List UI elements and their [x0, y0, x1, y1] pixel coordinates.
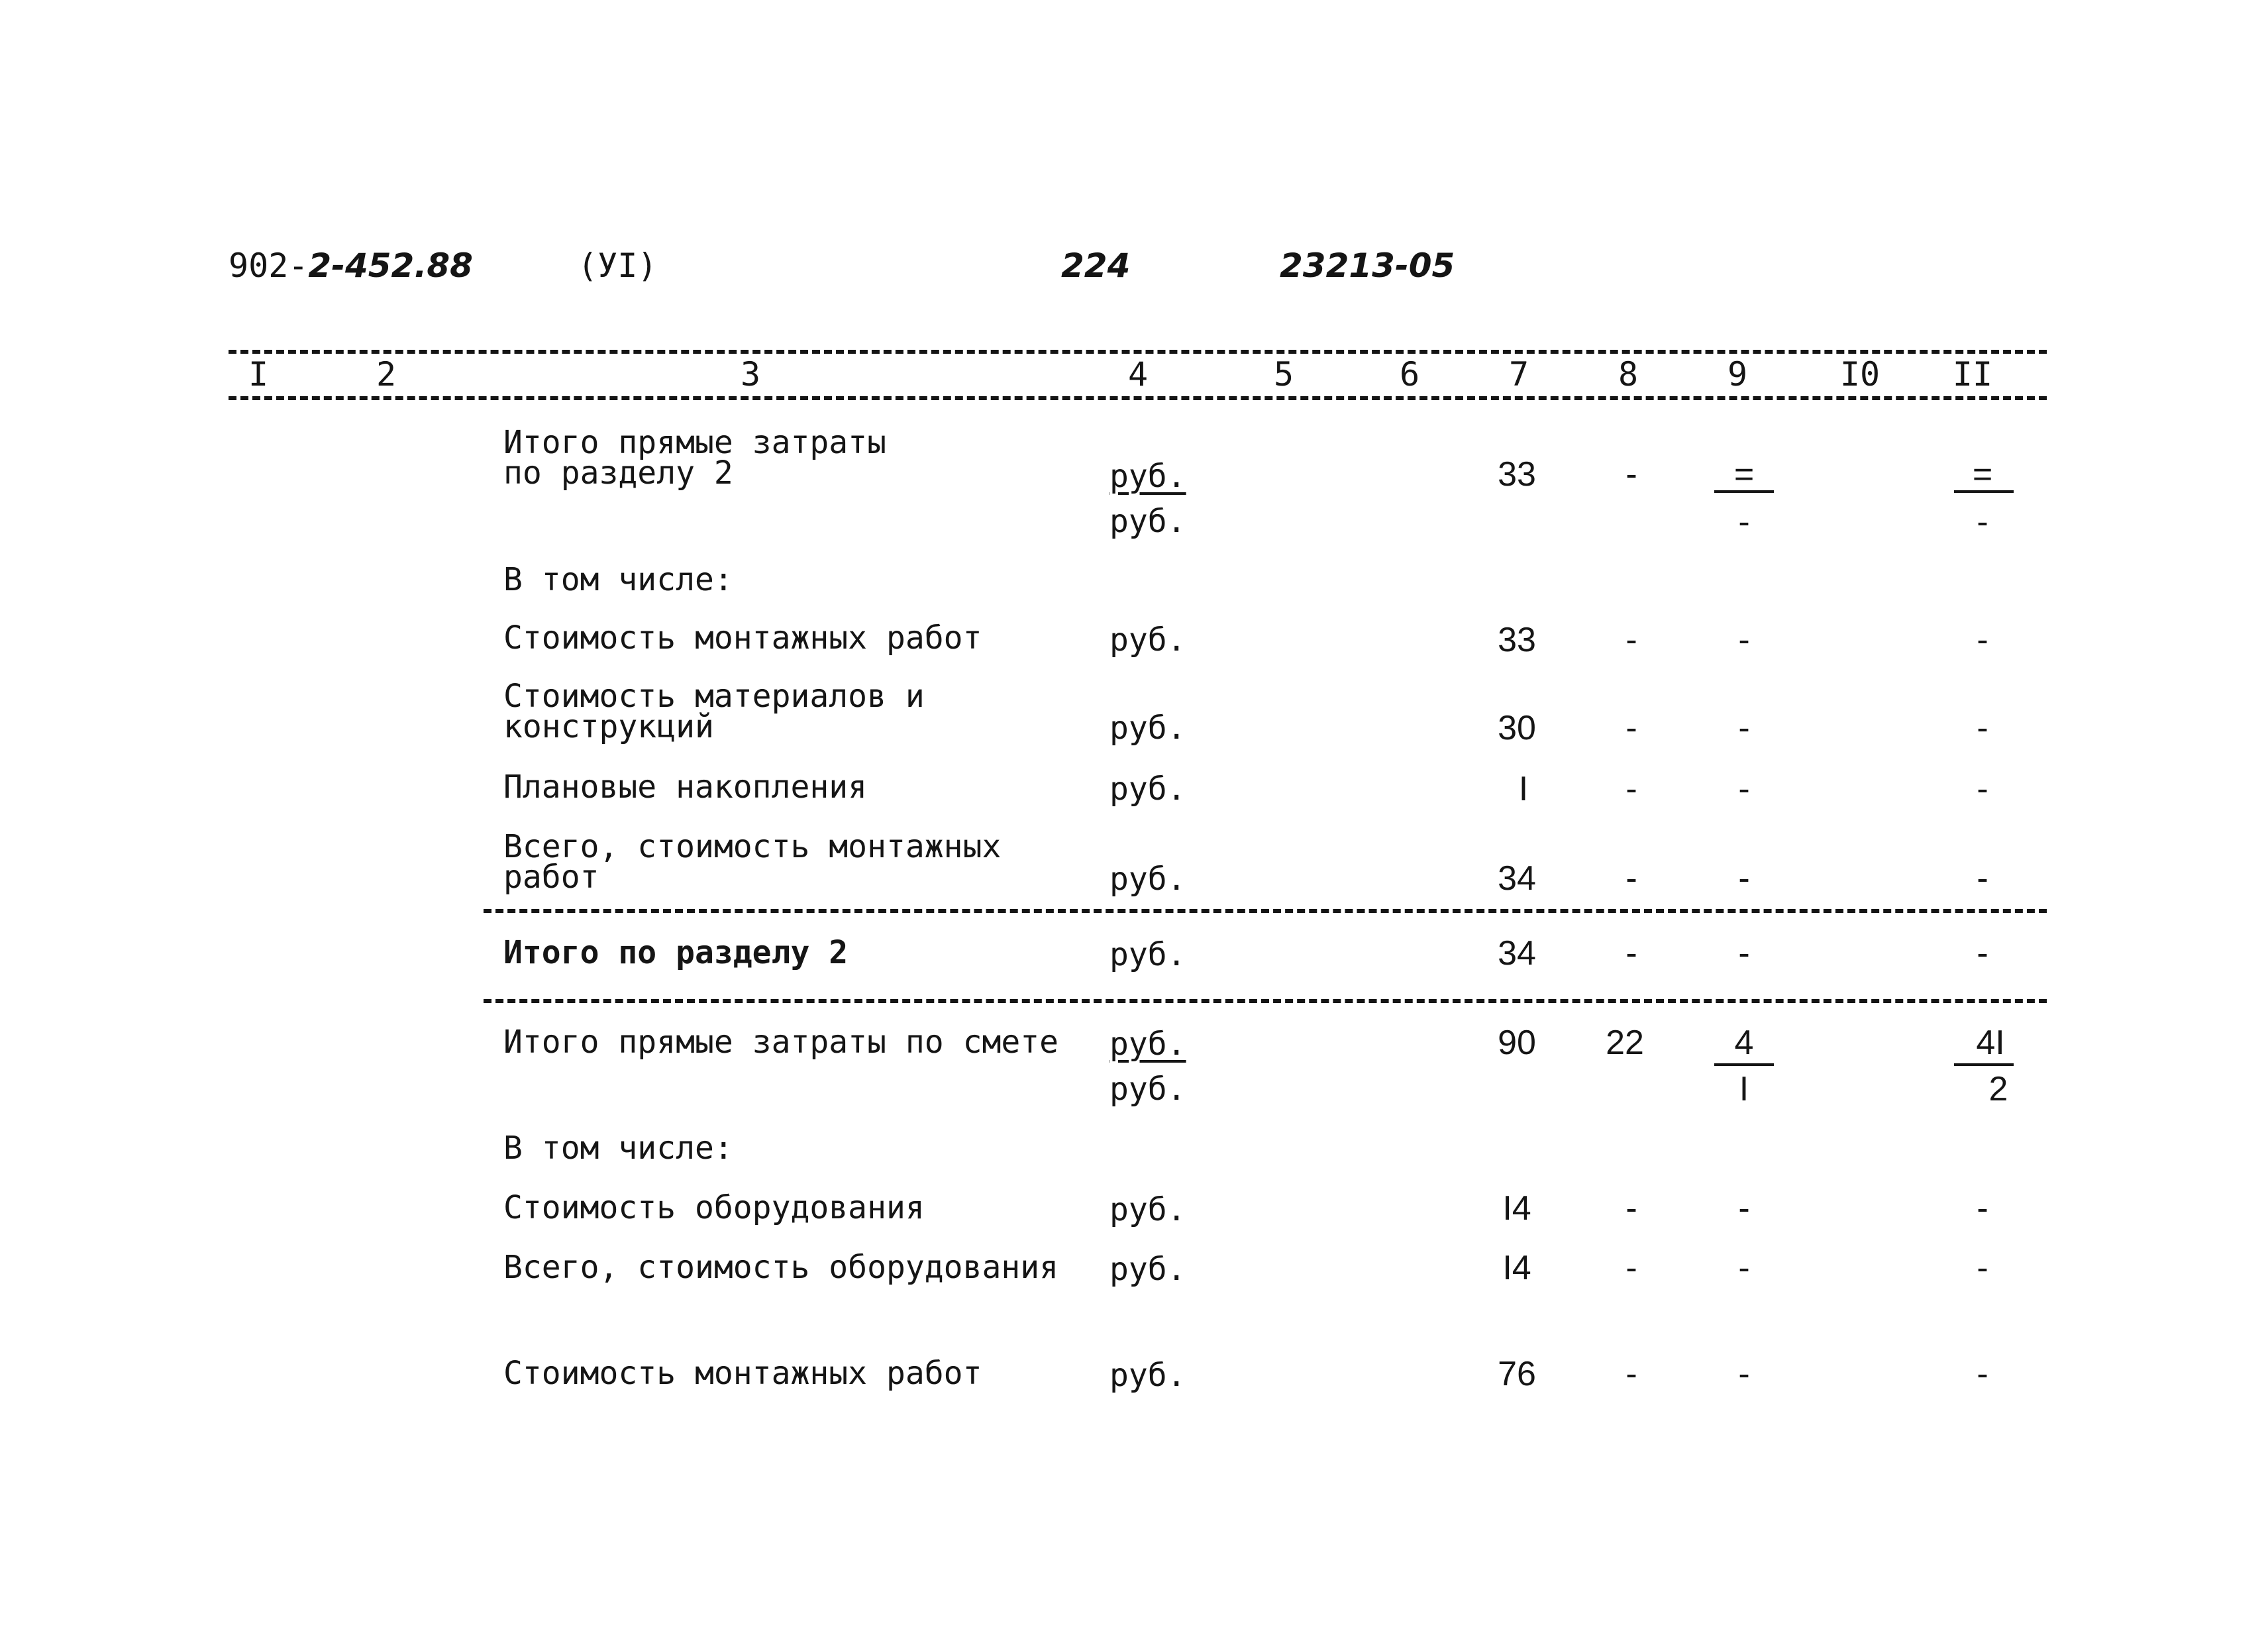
unit-label: руб. — [1109, 458, 1186, 495]
column-header-3: 3 — [740, 355, 761, 394]
column-header-7: 7 — [1508, 355, 1529, 394]
cell-col11: - — [1977, 503, 1988, 541]
cell-col11: - — [1977, 934, 1988, 973]
subheading: В том числе: — [503, 1130, 733, 1167]
unit-label: руб. — [1109, 1191, 1186, 1228]
cell-col9: - — [1738, 503, 1750, 541]
row-label: Итого прямые затраты по разделу 2 — [503, 424, 886, 492]
cell-col9: I — [1739, 1070, 1749, 1108]
cell-col9: - — [1738, 1189, 1750, 1228]
row-label: Стоимость оборудования — [503, 1189, 925, 1226]
cell-col11: 4I — [1976, 1024, 2005, 1062]
cell-col11: - — [1977, 1355, 1988, 1393]
header-rule-bottom — [229, 396, 2047, 400]
cell-col9: - — [1738, 934, 1750, 973]
cell-col7: I — [1518, 770, 1529, 808]
cell-col8: - — [1625, 934, 1637, 973]
fraction-bar — [1954, 490, 2014, 493]
cell-col7: 33 — [1498, 455, 1536, 494]
document-code: 23213-05 — [1280, 246, 1455, 285]
cell-col7: 76 — [1498, 1355, 1536, 1393]
fraction-bar — [1954, 1063, 2014, 1066]
page-number: 224 — [1061, 246, 1131, 285]
unit-label: руб. — [1109, 621, 1186, 659]
cell-col11: - — [1977, 1249, 1988, 1287]
cell-col7: 34 — [1498, 934, 1536, 973]
column-header-9: 9 — [1727, 355, 1748, 394]
cell-col8: - — [1625, 455, 1637, 494]
unit-label: руб. — [1109, 503, 1186, 540]
row-label: Всего, стоимость монтажных работ — [503, 828, 1002, 896]
cell-col11: - — [1977, 709, 1988, 747]
column-header-8: 8 — [1618, 355, 1639, 394]
cell-col8: 22 — [1606, 1024, 1644, 1062]
cell-col11: - — [1977, 1189, 1988, 1228]
cell-col11: - — [1977, 621, 1988, 659]
section-divider — [484, 909, 2047, 913]
cell-col9: - — [1738, 1249, 1750, 1287]
cell-col8: - — [1625, 1249, 1637, 1287]
fraction-bar — [1714, 1063, 1774, 1066]
cell-col7: 90 — [1498, 1024, 1536, 1062]
cell-col11: - — [1977, 770, 1988, 808]
row-label: Плановые накопления — [503, 768, 868, 806]
unit-label: руб. — [1109, 936, 1186, 973]
unit-label: руб. — [1109, 861, 1186, 898]
cell-col9: - — [1738, 859, 1750, 898]
section-divider — [484, 999, 2047, 1003]
row-label: Итого прямые затраты по смете — [503, 1024, 1059, 1061]
column-header-1: I — [248, 355, 269, 394]
cell-col7: 34 — [1498, 859, 1536, 898]
unit-label: руб. — [1109, 710, 1186, 747]
unit-label: руб. — [1109, 1251, 1186, 1288]
cell-col7: 33 — [1498, 621, 1536, 659]
cell-col9: - — [1738, 770, 1750, 808]
column-header-2: 2 — [376, 355, 397, 394]
column-header-11: II — [1952, 355, 1993, 394]
cell-col8: - — [1625, 1355, 1637, 1393]
cell-col9: 4 — [1734, 1024, 1754, 1062]
cell-col9: = — [1733, 455, 1755, 494]
cell-col8: - — [1625, 859, 1637, 898]
cell-col11: 2 — [1988, 1070, 2008, 1108]
row-label: Стоимость монтажных работ — [503, 1355, 982, 1392]
header-rule-top — [229, 350, 2047, 354]
row-label: Стоимость материалов и конструкций — [503, 678, 925, 745]
column-header-10: I0 — [1839, 355, 1881, 394]
volume-number: (УI) — [578, 246, 658, 285]
cell-col8: - — [1625, 709, 1637, 747]
document-number — [229, 246, 473, 285]
subheading: В том числе: — [503, 561, 733, 598]
cell-col9: - — [1738, 1355, 1750, 1393]
unit-label: руб. — [1109, 770, 1186, 808]
cell-col8: - — [1625, 621, 1637, 659]
cell-col11: = — [1972, 455, 1993, 494]
cell-col7: 30 — [1498, 709, 1536, 747]
cell-col8: - — [1625, 1189, 1637, 1228]
cell-col11: - — [1977, 859, 1988, 898]
fraction-bar — [1714, 490, 1774, 493]
document-number-suffix: 2-452.88 — [308, 246, 473, 285]
cell-col7: I4 — [1502, 1189, 1531, 1228]
column-header-6: 6 — [1399, 355, 1420, 394]
column-header-4: 4 — [1127, 355, 1149, 394]
unit-label: руб. — [1109, 1026, 1186, 1063]
row-label: Всего, стоимость оборудования — [503, 1249, 1059, 1286]
cell-col7: I4 — [1502, 1249, 1531, 1287]
cell-col8: - — [1625, 770, 1637, 808]
cell-col9: - — [1738, 621, 1750, 659]
document-number-prefix: 902- — [229, 246, 309, 285]
row-label: Стоимость монтажных работ — [503, 619, 982, 657]
unit-label: руб. — [1109, 1357, 1186, 1394]
unit-label: руб. — [1109, 1071, 1186, 1108]
column-header-5: 5 — [1273, 355, 1294, 394]
row-label: Итого по разделу 2 — [503, 934, 849, 971]
cell-col9: - — [1738, 709, 1750, 747]
